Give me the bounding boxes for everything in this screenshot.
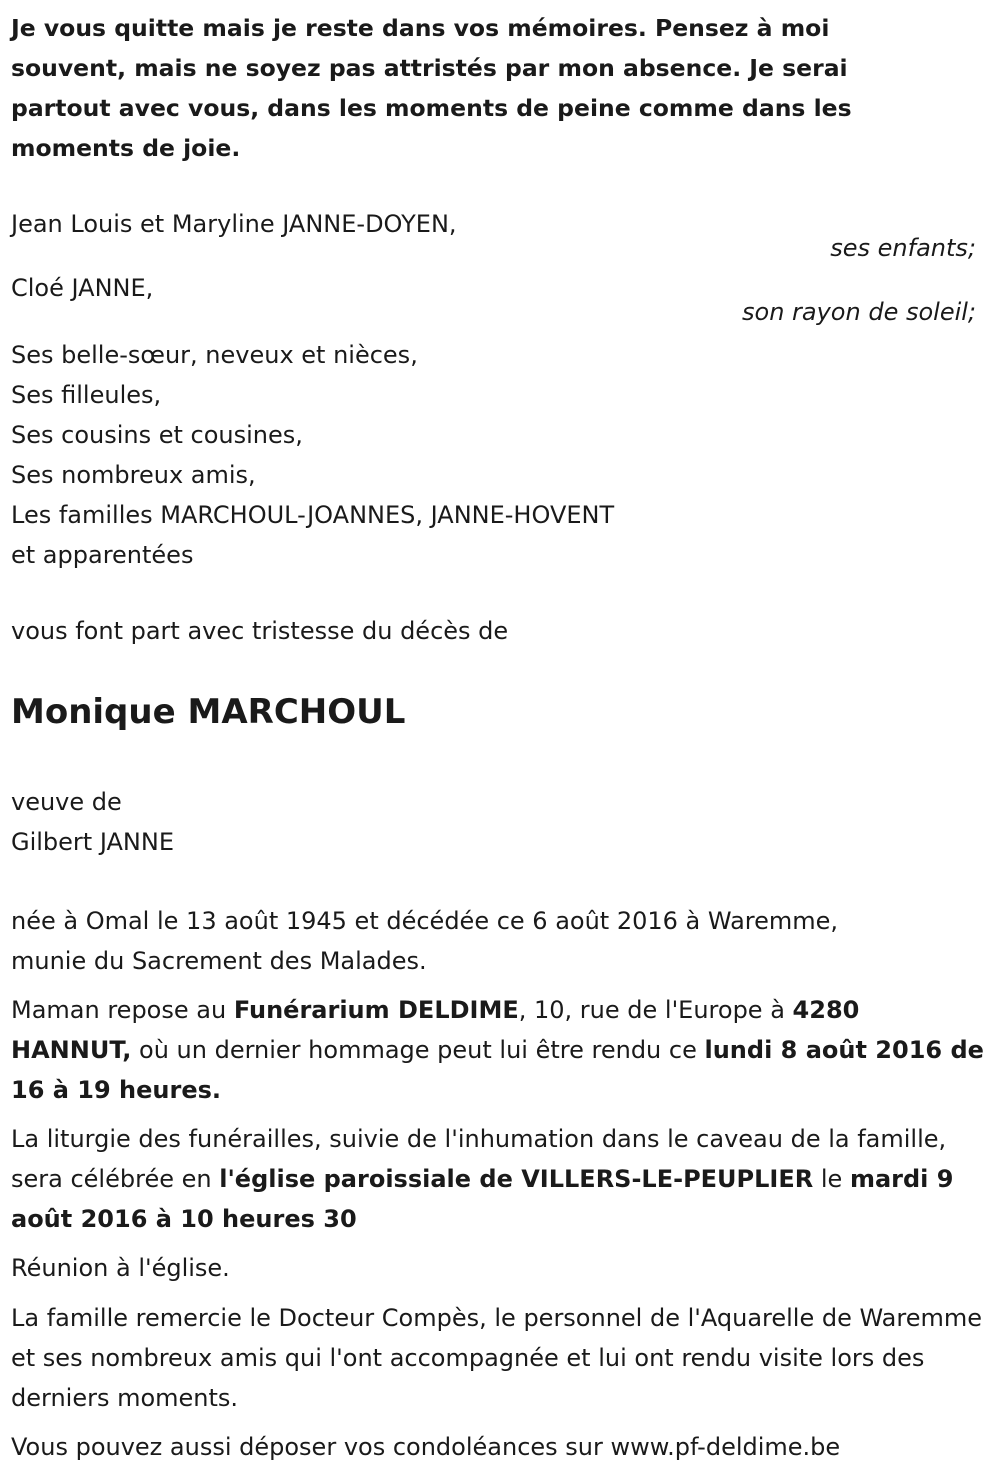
announcement-text: vous font part avec tristesse du décès de xyxy=(11,617,509,645)
reunion-text: Réunion à l'église. xyxy=(11,1254,230,1282)
sacrament-line: munie du Sacrement des Malades. xyxy=(11,947,427,975)
thanks-paragraph: La famille remercie le Docteur Compès, le personnel de l'Aquarelle de Waremme et ses nombreux amis qui l'ont accompagnée et lui ont rendu visite lors des derniers moments. xyxy=(11,1304,983,1412)
liturgy-text: le xyxy=(813,1165,850,1193)
quote-line: moments de joie. xyxy=(11,134,241,162)
widow-block xyxy=(11,782,986,862)
quote-line: Je vous quitte mais je reste dans vos mémoires. Pensez à moi xyxy=(11,14,830,42)
list-item: et apparentées xyxy=(11,541,194,569)
quote-line: partout avec vous, dans les moments de peine comme dans les xyxy=(11,94,852,122)
list-item: Ses cousins et cousines, xyxy=(11,421,303,449)
funerarium-text: Maman repose au xyxy=(11,996,234,1024)
funerarium-paragraph xyxy=(11,990,986,1110)
funeral-time: mardi 9 août 2016 à 10 heures 30 xyxy=(11,1165,954,1233)
list-item: Les familles MARCHOUL-JOANNES, JANNE-HOVENT xyxy=(11,501,615,529)
liturgy-text: La liturgie des funérailles, suivie de l'inhumation dans le caveau de la famille, sera célébrée en xyxy=(11,1125,947,1193)
relative-role: ses enfants; xyxy=(830,234,976,262)
funerarium-text: où un dernier hommage peut lui être rendu ce xyxy=(131,1036,705,1064)
list-item: Ses nombreux amis, xyxy=(11,461,256,489)
relative-role: son rayon de soleil; xyxy=(742,298,976,326)
funerarium-city: 4280 HANNUT, xyxy=(11,996,860,1064)
condolences-text: Vous pouvez aussi déposer vos condoléances sur www.pf-deldime.be xyxy=(11,1433,841,1461)
list-item: Ses filleules, xyxy=(11,381,162,409)
quote-line: souvent, mais ne soyez pas attristés par mon absence. Je serai xyxy=(11,54,848,82)
spouse-name: Gilbert JANNE xyxy=(11,828,174,856)
birth-death-line: née à Omal le 13 août 1945 et décédée ce 6 août 2016 à Waremme, xyxy=(11,907,839,935)
opening-quote xyxy=(11,8,986,168)
liturgy-paragraph xyxy=(11,1119,986,1239)
relative-entry-granddaughter xyxy=(11,272,986,326)
visitation-time: lundi 8 août 2016 de 16 à 19 heures. xyxy=(11,1036,984,1104)
relative-name: Cloé JANNE, xyxy=(11,274,154,302)
list-item: Ses belle-sœur, neveux et nièces, xyxy=(11,341,418,369)
church-name: l'église paroissiale de VILLERS-LE-PEUPLIER xyxy=(219,1165,814,1193)
family-list xyxy=(11,335,986,575)
funerarium-address: , 10, rue de l'Europe à xyxy=(518,996,793,1024)
birth-death-info xyxy=(11,901,986,981)
relative-entry-children xyxy=(11,208,986,262)
widow-label: veuve de xyxy=(11,788,122,816)
deceased-name: Monique MARCHOUL xyxy=(11,692,406,732)
relative-name: Jean Louis et Maryline JANNE-DOYEN, xyxy=(11,210,457,238)
funerarium-name: Funérarium DELDIME xyxy=(233,996,519,1024)
